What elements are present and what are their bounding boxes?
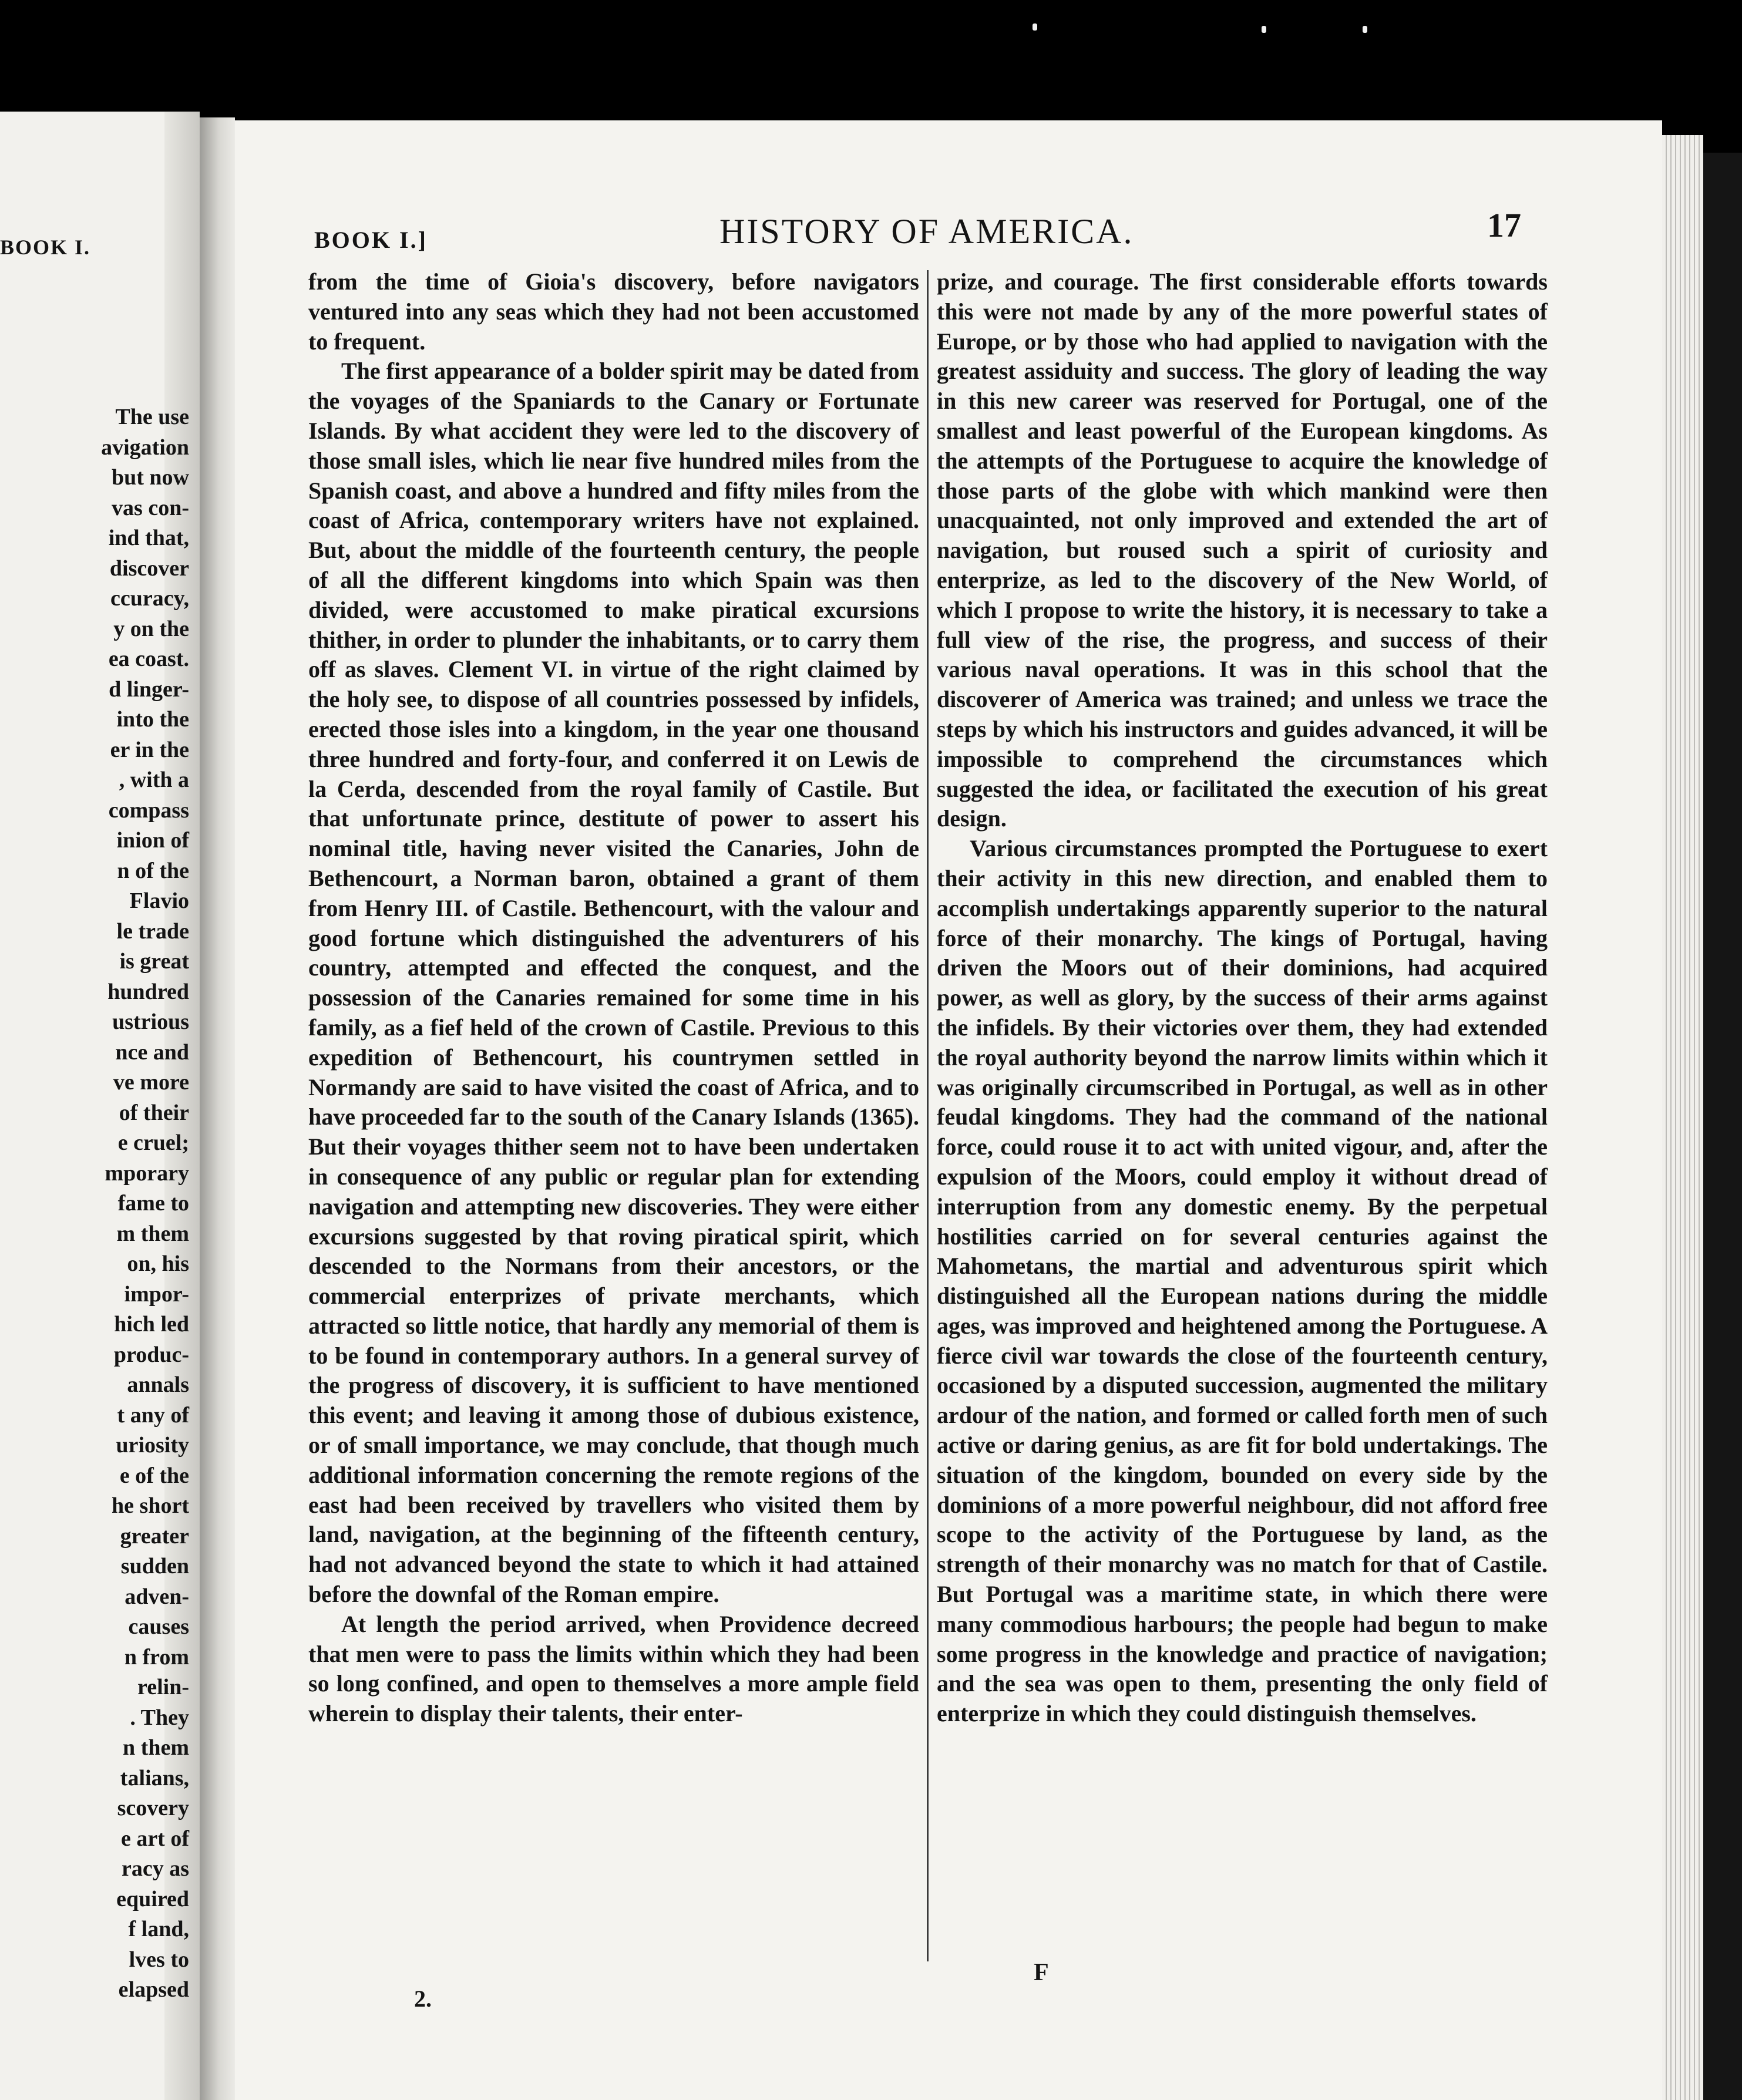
- facing-page-line: talians,: [120, 1765, 189, 1791]
- facing-page-line: on, his: [127, 1251, 189, 1276]
- facing-page-line: e art of: [120, 1826, 189, 1851]
- book-binding: [200, 117, 235, 2100]
- facing-page-line: hich led: [114, 1312, 189, 1337]
- facing-page-line: scovery: [117, 1796, 189, 1820]
- facing-page-line: elapsed: [118, 1977, 189, 2002]
- paragraph: Various circumstances prompted the Portuguese to exert their activity in this new direction, and enabled them to accomplish undertakings apparently superior to the natural force of their monarchy. The kings of Portugal, having driven the Moors out of their dominions, had acquired power, as well as glory, by the success of their arms against the infidels. By their victories over them, they had extended the royal authority beyond the narrow limits within which it was originally circumscribed in Portugal, as well as in other feudal kingdoms. They had the command of the national force, could rouse it to act with united vigour, and, after the expulsion of the Moors, could employ it without dread of interruption from any domestic enemy. By the perpetual hostilities carried on for several centuries against the Mahometans, the martial and adventurous spirit which distinguished all the European nations during the middle ages, was improved and heightened among the Portuguese. A fierce civil war towards the close of the fourteenth century, occasioned by a disputed succession, augmented the military ardour of the nation, and formed or called forth men of such active or daring genius, as are fit for bold undertakings. The situation of the kingdom, bounded on every side by the dominions of a more powerful neighbour, did not afford free scope to the activity of the Portuguese by land, as the strength of their monarchy was no match for that of Castile. But Portugal was a maritime state, in which there were many commodious harbours; the people had begun to make some progress in the knowledge and practice of navigation; and the sea was open to them, presenting the only field of enterprize in which they could distinguish themselves.: [937, 835, 1548, 1727]
- facing-page-line: causes: [128, 1614, 189, 1639]
- page-number: 17: [1487, 206, 1521, 244]
- facing-page-text: [0, 402, 189, 2005]
- facing-page-line: fame to: [117, 1191, 189, 1216]
- facing-page-line: of their: [119, 1100, 189, 1125]
- facing-page-line: but now: [112, 465, 189, 490]
- text-column-right: [937, 267, 1548, 1729]
- facing-page-line: annals: [127, 1372, 189, 1397]
- facing-page-line: d linger-: [109, 677, 189, 702]
- facing-page-line: ind that,: [108, 526, 189, 550]
- scan-speck: [1363, 26, 1367, 33]
- facing-page-line: n of the: [117, 858, 189, 883]
- main-page: [235, 120, 1662, 2100]
- facing-page-line: m them: [116, 1221, 189, 1246]
- facing-page-line: t any of: [117, 1402, 189, 1428]
- facing-page-line: into the: [116, 707, 189, 732]
- facing-page-line: produc-: [113, 1342, 189, 1367]
- column-divider: [927, 270, 929, 1961]
- facing-page-line: The use: [115, 405, 189, 429]
- facing-page-line: ccuracy,: [110, 586, 189, 611]
- running-title: HISTORY OF AMERICA.: [719, 212, 1134, 251]
- paragraph: The first appearance of a bolder spirit may be dated from the voyages of the Spaniards to the Canary or Fortunate Islands. By what accident they were led to the discovery of those small isles, which lie near five hundred miles from the Spanish coast, and above a hundred and fifty miles from the coast of Africa, contemporary writers have not explained. But, about the middle of the fourteenth century, the people of all the different kingdoms into which Spain was then divided, were accustomed to make piratical excursions thither, in order to plunder the inhabitants, or to carry them off as slaves. Clement VI. in virtue of the right claimed by the holy see, to dispose of all countries possessed by infidels, erected those isles into a kingdom, in the year one thousand three hundred and forty-four, and conferred it on Lewis de la Cerda, descended from the royal family of Castile. But that unfortunate prince, destitute of power to assert his nominal title, having never visited the Canaries, John de Bethencourt, a Norman baron, obtained a grant of them from Henry III. of Castile. Bethencourt, with the valour and good fortune which distinguished the adventurers of his country, attempted and effected the conquest, and the possession of the Canaries remained for some time in his family, as a fief held of the crown of Castile. Previous to this expedition of Bethencourt, his countrymen settled in Normandy are said to have visited the coast of Africa, and to have proceeded far to the south of the Canary Islands (1365). But their voyages thither seem not to have been undertaken in consequence of any public or regular plan for extending navigation and attempting new discoveries. They were either excursions suggested by that roving piratical spirit, which descended to the Normans from their ancestors, or the commercial enterprizes of private merchants, which attracted so little notice, that hardly any memorial of them is to be found in contemporary authors. In a general survey of the progress of discovery, it is sufficient to have mentioned this event; and leaving it among those of dubious existence, or of small importance, we may conclude, that though much additional information concerning the remote regions of the east had been received by travellers who visited them by land, navigation, at the beginning of the fifteenth century, had not advanced beyond the state to which it had attained before the downfal of the Roman empire.: [308, 358, 919, 1608]
- facing-page-line: vas con-: [112, 495, 189, 520]
- facing-page-line: y on the: [113, 616, 189, 641]
- facing-page-line: ve more: [113, 1070, 189, 1095]
- facing-page-line: discover: [109, 556, 189, 581]
- scan-speck: [1262, 26, 1266, 33]
- facing-page-line: impor-: [124, 1281, 189, 1307]
- facing-page-line: e of the: [119, 1463, 189, 1488]
- edge-shadow: [1703, 153, 1742, 2100]
- signature-mark: 2.: [414, 1985, 432, 2012]
- paragraph: At length the period arrived, when Providence decreed that men were to pass the limits within which they had been so long confined, and open to themselves a more ample field wherein to display their talents, their enter-: [308, 1610, 919, 1727]
- facing-page-line: Flavio: [129, 889, 189, 913]
- facing-page-line: n them: [123, 1735, 189, 1760]
- facing-page-line: greater: [120, 1523, 189, 1549]
- footer-letter: F: [1034, 1959, 1049, 1986]
- page-stack-edge: [1662, 135, 1703, 2100]
- book-label: BOOK I.]: [314, 227, 428, 253]
- facing-page-line: , with a: [119, 768, 189, 792]
- facing-page-line: avigation: [101, 435, 189, 460]
- facing-page-line: le trade: [116, 918, 189, 944]
- facing-page-line: he short: [112, 1493, 189, 1518]
- facing-page-line: er in the: [110, 737, 189, 762]
- paragraph: prize, and courage. The first considerable efforts towards this were not made by any of the more powerful states of Europe, or by those who had applied to navigation with the greatest assiduity and success. The glory of leading the way in this new career was reserved for Portugal, one of the smallest and least powerful of the European kingdoms. As the attempts of the Portuguese to acquire the knowledge of those parts of the globe with which mankind were then unacquainted, not only improved and extended the art of navigation, but roused such a spirit of curiosity and enterprize, as led to the discovery of the New World, of which I propose to write the history, it is necessary to take a full view of the rise, the progress, and success of their various naval operations. It was in this school that the discoverer of America was trained; and unless we trace the steps by which his instructors and guides advanced, it will be impossible to comprehend the circumstances which suggested the idea, or facilitated the execution of his great design.: [937, 268, 1548, 832]
- facing-page-line: relin-: [137, 1675, 189, 1699]
- scan-speck: [1033, 23, 1037, 31]
- facing-page-line: is great: [119, 949, 189, 974]
- facing-page-line: e cruel;: [117, 1130, 189, 1155]
- facing-page-line: n from: [124, 1644, 189, 1670]
- facing-page-line: sudden: [120, 1554, 189, 1579]
- facing-page-line: lves to: [129, 1947, 189, 1972]
- facing-page-line: compass: [108, 797, 189, 823]
- facing-page-header: BOOK I.: [0, 235, 91, 259]
- facing-page-left: [0, 112, 200, 2100]
- paragraph: from the time of Gioia's discovery, before navigators ventured into any seas which they had not been accustomed to frequent.: [308, 268, 919, 355]
- facing-page-line: uriosity: [116, 1433, 189, 1458]
- facing-page-line: ustrious: [112, 1009, 189, 1034]
- facing-page-line: racy as: [121, 1856, 189, 1881]
- facing-page-line: mporary: [105, 1160, 189, 1186]
- facing-page-line: inion of: [116, 828, 189, 853]
- text-column-left: [308, 267, 919, 1729]
- facing-page-line: equired: [116, 1886, 189, 1911]
- facing-page-line: . They: [130, 1705, 189, 1730]
- facing-page-line: f land,: [128, 1917, 189, 1941]
- facing-page-line: adven-: [125, 1584, 189, 1609]
- facing-page-line: nce and: [115, 1039, 189, 1065]
- facing-page-line: ea coast.: [108, 647, 189, 671]
- facing-page-line: hundred: [107, 979, 189, 1004]
